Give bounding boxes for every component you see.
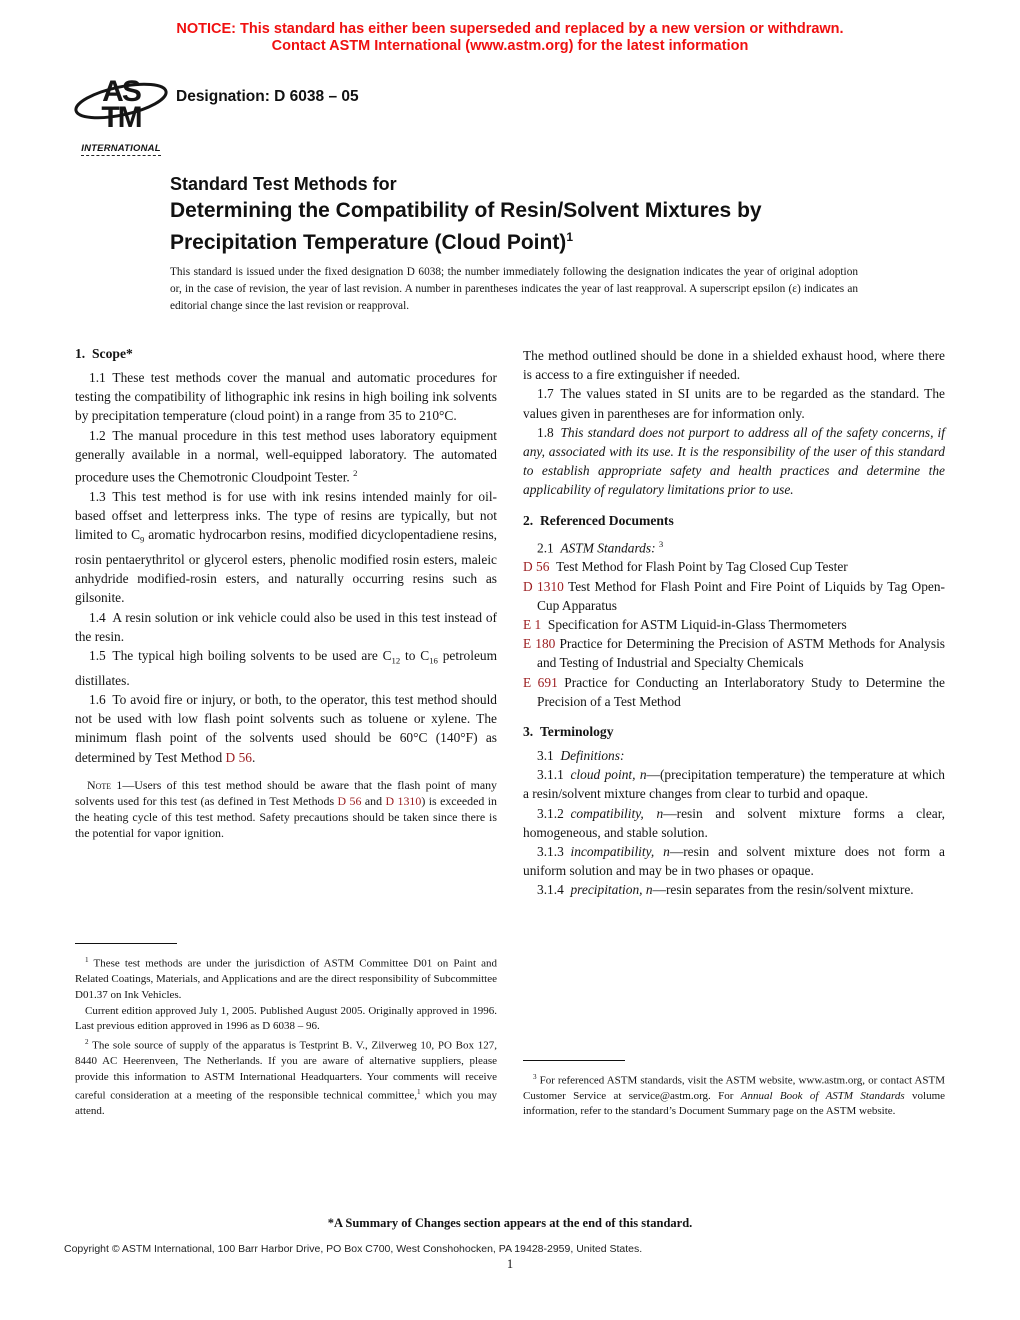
astm-logo [72,69,170,156]
text-segment: —resin and solvent mixture forms a clear, homogeneous, and stable solution. [523,805,945,840]
referenced-doc-e691 [523,673,945,711]
referenced-doc-d56 [523,557,945,576]
text-segment: . [251,749,256,765]
text-segment: —resin and solvent mixture does not form a uniform solution and may be in two phases or opaque. [523,843,945,879]
text-segment: 2 [85,1037,89,1046]
text-segment: petroleum distillates. [75,647,498,688]
text-segment: Test Method for Flash Point and Fire Point of Liquids by Tag Open-Cup Apparatus [537,578,945,613]
right-footnote-paragraphs [523,1070,945,1120]
text-segment: D 1310 [385,793,422,808]
paragraph-1-5 [75,646,497,690]
paragraph-1-1 [75,368,497,426]
astm-logo-international-label: INTERNATIONAL [81,143,161,154]
footnote-3 [523,1070,945,1120]
text-segment: to C [400,647,430,663]
text-segment: 1.5 The typical high boiling solvents to be used are C [89,647,392,663]
terminology-paragraphs [523,746,945,900]
paragraph-3-1-3 [523,842,945,880]
text-segment: —resin separates from the resin/solvent mixture. [652,882,914,898]
paragraph-3-1-4 [523,880,945,899]
text-segment: 2 [353,468,358,479]
paragraph-1-6 [75,690,497,767]
astm-globe-icon [73,69,169,133]
paragraph-1-4 [75,608,497,646]
footnote-rule [75,943,177,944]
body-columns [75,346,945,1120]
referenced-doc-e1 [523,615,945,634]
scope-continued-paragraphs [523,346,945,500]
paragraph-1-6-continued [523,346,945,384]
section-1-heading: 1. Scope* [75,346,133,361]
footnote-1-edition [75,1004,497,1035]
title-footnote-marker: 1 [566,230,573,244]
text-segment: 1.8 [537,424,561,440]
text-segment: The method outlined should be done in a shielded exhaust hood, where there is access to a fire extinguisher if needed. [523,348,945,383]
title-line-3-text: Precipitation Temperature (Cloud Point) [170,231,567,254]
paragraph-2-1 [523,535,945,558]
text-segment: and [361,793,386,808]
text-segment: Annual Book of ASTM Standards [740,1089,905,1102]
text-segment: The sole source of supply of the apparatus is Testprint B. V., Zilverweg 10, PO Box 127, 8440 AC Heerenveen, The Netherlands. If you are aware of alternative suppliers, please provide this information to ASTM International Headquarters. Your comments will receive careful consideration at a meeting of the responsible technical committee, [75,1039,497,1102]
summary-of-changes-note: *A Summary of Changes section appears at the end of this standard. [327,1216,693,1230]
page-number: 1 [506,1257,514,1271]
text-segment: ASTM Standards: [560,540,656,556]
text-segment: 3 [658,538,664,549]
paragraph-1-8 [523,423,945,500]
text-segment: 1.6 To avoid fire or injury, or both, to the operator, this test method should not be used with low flash point solvents such as toluene or xylene. The minimum flash point of the solvents used should be 60°C (140°F) as determined by Test Method [75,692,497,765]
text-segment: 1 [416,1088,421,1097]
issue-statement: This standard is issued under the fixed designation D 6038; the number immediately following the designation indicates the year of original adoption or, in the case of revision, the year of last revision. A number in parentheses indicates the year of last reapproval. A superscript epsilon (ε) indicates an editorial change since the last revision or reapproval. [170,266,858,312]
text-segment: 3.1.3 [537,843,571,859]
text-segment: Test Method for Flash Point by Tag Closed Cup Tester [549,559,848,575]
right-footnotes [523,1060,945,1120]
paragraph-3-1-2 [523,804,945,842]
text-segment: 1.3 This test method is for use with ink resins intended mainly for oil-based offset and letterpress inks. The type of resins are typically, but not limited to C [75,488,497,543]
title-block [170,172,870,256]
text-segment: 3.1.1 [537,767,571,783]
note-1 [75,777,497,841]
text-segment: For referenced ASTM standards, visit the ASTM website, www.astm.org, or contact ASTM Customer Service at service@astm.org. For [523,1074,945,1102]
footnote-1 [75,953,497,1003]
notice-line-1: NOTICE: This standard has either been superseded and replaced by a new version or withdrawn. [176,21,844,37]
referenced-doc-d1310 [523,577,945,615]
left-footnotes [75,943,497,1120]
text-segment: D 56 [337,793,362,808]
referenced-documents-list [523,535,945,711]
text-segment: Current edition approved July 1, 2005. Published August 2005. Originally approved in 1996. Last previous edition approved in 1996 as D 6038 – 96. [75,1004,497,1033]
astm-logo-text-bottom: TM [101,101,141,133]
text-segment: Note [87,777,112,792]
text-segment: 1—Users of this test method should be aware that the flash point of many solvents used for this test (as defined in Test Methods [75,777,497,808]
text-segment: D 1310 [523,578,564,594]
title-line-3 [170,224,870,256]
section-2-heading: 2. Referenced Documents [523,512,674,528]
text-segment: 1.2 The manual procedure in this test method uses laboratory equipment generally available in a normal, well-equipped laboratory. The automated procedure uses the Chemotronic Cloudpoint Tester. [75,427,497,485]
text-segment: 12 [391,655,401,666]
text-segment: aromatic hydrocarbon resins, modified dicyclopentadiene resins, rosin pentaerythritol or glycerol esters, phenolic modified rosin esters, maleic anhydride modified-rosin esters, and naturally occurring resins such as gilsonite. [75,527,497,606]
text-segment: 16 [429,655,438,666]
text-segment: These test methods are under the jurisdiction of ASTM Committee D01 on Paint and Related Coatings, Materials, and Applications and are the direct responsibility of Subcommittee D01.37 on Ink Vehicles. [75,957,497,1001]
paragraph-1-3 [75,487,497,608]
paragraph-1-2 [75,426,497,487]
text-segment: incompatibility, n [570,843,670,859]
paragraph-3-1 [523,746,945,765]
text-segment: precipitation, n [570,882,653,898]
text-segment: Definitions: [560,747,625,763]
paragraph-3-1-1 [523,765,945,803]
paragraph-1-7 [523,384,945,422]
right-column [523,346,945,1120]
designation: Designation: D 6038 – 05 [176,88,359,105]
text-segment: 3 [533,1072,537,1081]
footnote-rule [523,1060,625,1061]
section-3-heading: 3. Terminology [523,723,614,739]
text-segment: E 691 [523,674,558,690]
copyright-line: Copyright © ASTM International, 100 Barr Harbor Drive, PO Box C700, West Conshohocken, PA 19428-2959, United States. [64,1243,643,1255]
astm-logo-text-top: AS [102,75,140,108]
text-segment: 9 [140,534,145,545]
superseded-notice [0,21,1020,55]
text-segment: 1.1 These test methods cover the manual and automatic procedures for testing the compatibility of lithographic ink resins in high boiling ink solvents by precipitation temperature (cloud point) in a range from 35 to 210°C. [75,370,497,424]
text-segment: volume information, refer to the standard’s Document Summary page on the ASTM website. [523,1089,946,1118]
left-column [75,346,497,1120]
text-segment: 3.1.4 [537,882,571,898]
text-segment: E 1 [523,616,542,632]
text-segment: E 180 [523,636,556,652]
title-line-2: Determining the Compatibility of Resin/Solvent Mixtures by [170,199,762,222]
text-segment: compatibility, n [570,805,664,821]
text-segment: This standard does not purport to address all of the safety concerns, if any, associated with its use. It is the responsibility of the user of this standard to establish appropriate safety and health practices and determine the applicability of regulatory limitations prior to use. [523,424,945,498]
text-segment: 2.1 [537,540,561,556]
text-segment: cloud point, n [570,767,647,783]
text-segment: 3.1 [537,747,561,763]
footnote-2 [75,1035,497,1120]
notice-line-2: Contact ASTM International (www.astm.org) for the latest information [271,38,749,54]
text-segment: 1.7 The values stated in SI units are to be regarded as the standard. The values given in parentheses are for information only. [523,386,945,421]
text-segment: —(precipitation temperature) the temperature at which a resin/solvent mixture changes from clear to turbid and opaque. [523,767,945,802]
left-footnote-paragraphs [75,953,497,1120]
text-segment: which you may attend. [75,1089,498,1118]
text-segment: D 56 [523,559,550,575]
text-segment: D 56 [225,749,252,765]
text-segment: 1.4 A resin solution or ink vehicle could also be used in this test instead of the resin. [75,609,497,644]
text-segment: 3.1.2 [537,805,571,821]
text-segment: ) is exceeded in the heating cycle of this test method. Safety precautions should be taken since there is the potential for vapor ignition. [75,793,497,840]
text-segment: Practice for Determining the Precision of ASTM Methods for Analysis and Testing of Industrial and Specialty Chemicals [537,636,946,671]
text-segment: Practice for Conducting an Interlaboratory Study to Determine the Precision of a Test Method [537,674,945,709]
scope-paragraphs [75,368,497,841]
title-line-1: Standard Test Methods for [170,174,397,194]
text-segment: 1 [85,956,89,965]
referenced-doc-e180 [523,634,945,672]
text-segment: Specification for ASTM Liquid-in-Glass Thermometers [541,616,847,632]
